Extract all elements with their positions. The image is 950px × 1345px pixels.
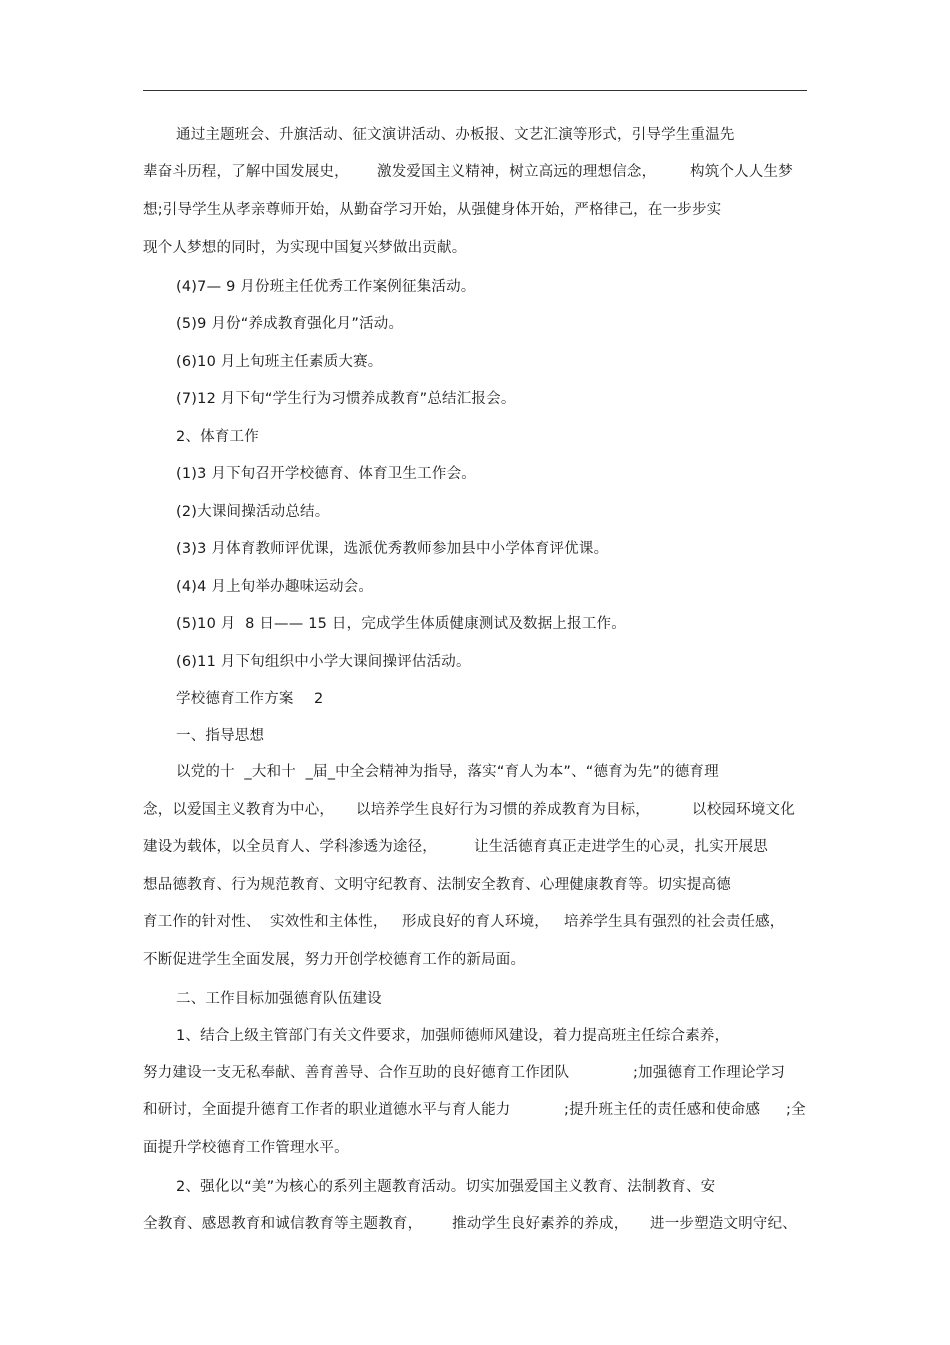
text-line: 1、结合上级主管部门有关文件要求，加强师德师风建设，着力提高班主任综合素养， xyxy=(176,1028,730,1044)
text-line: 和研讨，全面提升德育工作者的职业道德水平与育人能力 xyxy=(143,1102,511,1118)
list-item: (3)3 月体育教师评优课，选派优秀教师参加县中小学体育评优课。 xyxy=(176,541,609,557)
text-line: 2、强化以“美”为核心的系列主题教育活动。切实加强爱国主义教育、法制教育、安 xyxy=(176,1179,716,1195)
text-line: 全教育、感恩教育和诚信教育等主题教育， xyxy=(143,1216,423,1232)
text-line: 通过主题班会、升旗活动、征文演讲活动、办板报、文艺汇演等形式，引导学生重温先 xyxy=(176,127,735,143)
document-title: 学校德育工作方案 xyxy=(176,691,294,707)
list-item: (7)12 月下旬“学生行为习惯养成教育”总结汇报会。 xyxy=(176,391,516,407)
section-heading: 一、指导思想 xyxy=(176,728,265,744)
list-item: (5)9 月份“养成教育强化月”活动。 xyxy=(176,316,404,332)
document-title-number: 2 xyxy=(314,691,324,707)
text-line: 面提升学校德育工作管理水平。 xyxy=(143,1140,349,1156)
list-item: (5)10 月 8 日—— 15 日，完成学生体质健康测试及数据上报工作。 xyxy=(176,616,626,632)
text-line: ;加强德育工作理论学习 xyxy=(633,1065,786,1081)
text-line: 建设为载体，以全员育人、学科渗透为途径， xyxy=(143,839,437,855)
section-heading: 二、工作目标加强德育队伍建设 xyxy=(176,991,382,1007)
text-line: 推动学生良好素养的养成， xyxy=(452,1216,629,1232)
text-line: ;提升班主任的责任感和使命感 xyxy=(564,1102,761,1118)
text-line: ;全 xyxy=(786,1102,806,1118)
text-line: 想;引导学生从孝亲尊师开始，从勤奋学习开始，从强健身体开始，严格律己，在一步步实 xyxy=(143,202,722,218)
text-line: 念，以爱国主义教育为中心， xyxy=(143,802,335,818)
list-item: (6)10 月上旬班主任素质大赛。 xyxy=(176,354,383,370)
text-line: 实效性和主体性， xyxy=(270,914,388,930)
text-line: 培养学生具有强烈的社会责任感， xyxy=(564,914,785,930)
text-line: 以培养学生良好行为习惯的养成教育为目标， xyxy=(356,802,650,818)
text-line: 努力建设一支无私奉献、善育善导、合作互助的良好德育工作团队 xyxy=(143,1065,570,1081)
list-item: (4)7— 9 月份班主任优秀工作案例征集活动。 xyxy=(176,279,476,295)
list-item: (6)11 月下旬组织中小学大课间操评估活动。 xyxy=(176,654,471,670)
text-line: 辈奋斗历程，了解中国发展史， xyxy=(143,164,349,180)
text-line: 现个人梦想的同时，为实现中国复兴梦做出贡献。 xyxy=(143,240,467,256)
text-line: 形成良好的育人环境， xyxy=(402,914,549,930)
list-item: (4)4 月上旬举办趣味运动会。 xyxy=(176,579,374,595)
list-item: (2)大课间操活动总结。 xyxy=(176,504,330,520)
text-line: 激发爱国主义精神，树立高远的理想信念， xyxy=(377,164,657,180)
list-item: (1)3 月下旬召开学校德育、体育卫生工作会。 xyxy=(176,466,476,482)
text-line: 以党的十 _大和十 _届_中全会精神为指导，落实“育人为本”、“德育为先”的德育理 xyxy=(176,764,719,780)
header-rule xyxy=(143,90,807,91)
text-line: 不断促进学生全面发展，努力开创学校德育工作的新局面。 xyxy=(143,952,526,968)
text-line: 进一步塑造文明守纪、 xyxy=(650,1216,797,1232)
text-line: 以校园环境文化 xyxy=(692,802,795,818)
text-line: 构筑个人人生梦 xyxy=(690,164,793,180)
text-line: 育工作的针对性、 xyxy=(143,914,261,930)
section-heading: 2、体育工作 xyxy=(176,429,259,445)
text-line: 想品德教育、行为规范教育、文明守纪教育、法制安全教育、心理健康教育等。切实提高德 xyxy=(143,877,731,893)
text-line: 让生活德育真正走进学生的心灵，扎实开展思 xyxy=(474,839,768,855)
